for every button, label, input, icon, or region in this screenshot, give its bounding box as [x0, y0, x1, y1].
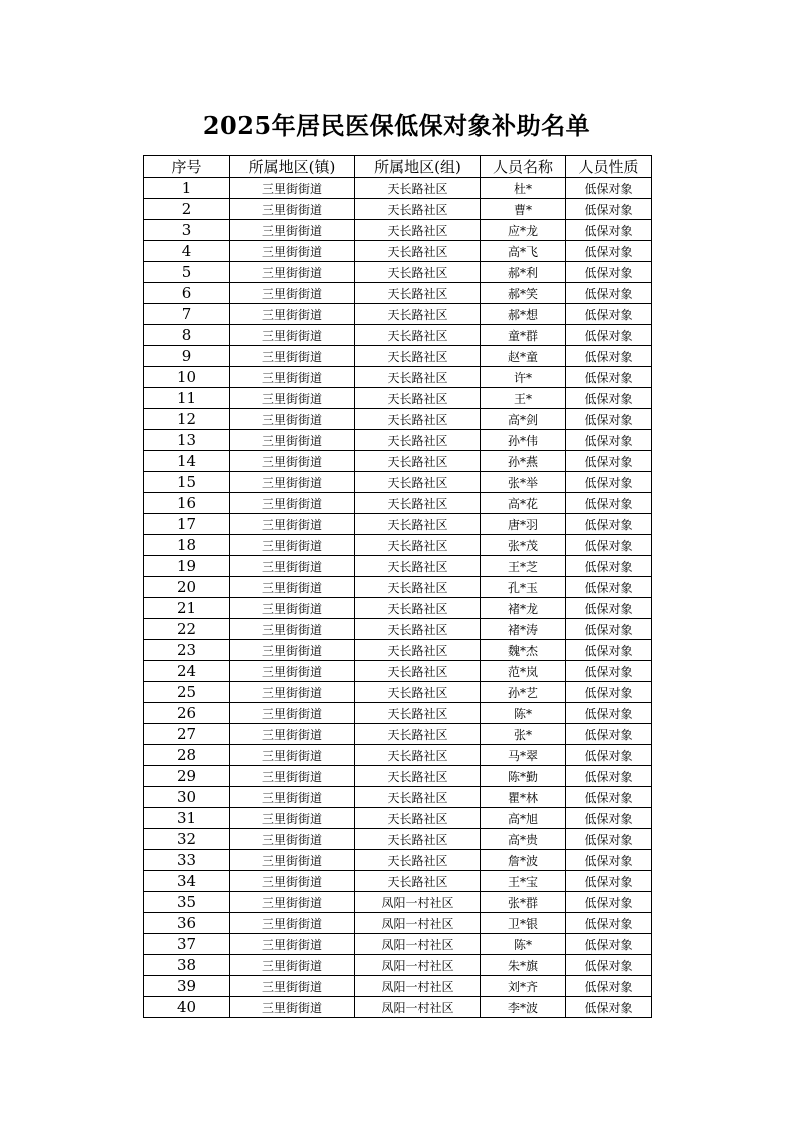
serial-number-cell: 24 [144, 661, 230, 682]
category-cell: 低保对象 [566, 724, 652, 745]
person-name-cell: 刘*齐 [481, 976, 566, 997]
town-cell: 三里街街道 [230, 850, 355, 871]
category-cell: 低保对象 [566, 871, 652, 892]
town-cell: 三里街街道 [230, 661, 355, 682]
category-cell: 低保对象 [566, 556, 652, 577]
town-cell: 三里街街道 [230, 451, 355, 472]
table-row [144, 367, 652, 388]
group-cell: 天长路社区 [355, 325, 481, 346]
person-name-cell: 褚*涛 [481, 619, 566, 640]
group-cell: 天长路社区 [355, 388, 481, 409]
group-cell: 天长路社区 [355, 556, 481, 577]
group-cell: 凤阳一村社区 [355, 934, 481, 955]
town-cell: 三里街街道 [230, 871, 355, 892]
town-cell: 三里街街道 [230, 955, 355, 976]
serial-number-cell: 20 [144, 577, 230, 598]
person-name-cell: 高*旭 [481, 808, 566, 829]
category-cell: 低保对象 [566, 913, 652, 934]
group-cell: 凤阳一村社区 [355, 892, 481, 913]
serial-number-cell: 40 [144, 997, 230, 1018]
category-cell: 低保对象 [566, 808, 652, 829]
serial-number-cell: 29 [144, 766, 230, 787]
table-row [144, 514, 652, 535]
person-name-cell: 张* [481, 724, 566, 745]
person-name-cell: 马*翠 [481, 745, 566, 766]
group-cell: 天长路社区 [355, 850, 481, 871]
person-name-cell: 高*剑 [481, 409, 566, 430]
person-name-cell: 唐*羽 [481, 514, 566, 535]
category-cell: 低保对象 [566, 787, 652, 808]
category-cell: 低保对象 [566, 682, 652, 703]
table-row [144, 430, 652, 451]
person-name-cell: 高*花 [481, 493, 566, 514]
category-cell: 低保对象 [566, 955, 652, 976]
person-name-cell: 曹* [481, 199, 566, 220]
group-cell: 天长路社区 [355, 808, 481, 829]
table-row [144, 262, 652, 283]
person-name-cell: 陈*勤 [481, 766, 566, 787]
town-cell: 三里街街道 [230, 934, 355, 955]
town-cell: 三里街街道 [230, 703, 355, 724]
group-cell: 天长路社区 [355, 682, 481, 703]
group-cell: 天长路社区 [355, 367, 481, 388]
town-cell: 三里街街道 [230, 367, 355, 388]
category-cell: 低保对象 [566, 304, 652, 325]
serial-number-cell: 38 [144, 955, 230, 976]
person-name-cell: 魏*杰 [481, 640, 566, 661]
town-cell: 三里街街道 [230, 241, 355, 262]
table-row [144, 976, 652, 997]
group-cell: 天长路社区 [355, 220, 481, 241]
person-name-cell: 许* [481, 367, 566, 388]
table-row [144, 724, 652, 745]
person-name-cell: 高*飞 [481, 241, 566, 262]
serial-number-cell: 31 [144, 808, 230, 829]
table-row [144, 535, 652, 556]
serial-number-cell: 23 [144, 640, 230, 661]
town-cell: 三里街街道 [230, 472, 355, 493]
town-cell: 三里街街道 [230, 388, 355, 409]
person-name-cell: 王*宝 [481, 871, 566, 892]
table-row [144, 283, 652, 304]
person-name-cell: 张*群 [481, 892, 566, 913]
group-cell: 天长路社区 [355, 766, 481, 787]
person-name-cell: 张*茂 [481, 535, 566, 556]
person-name-cell: 孙*艺 [481, 682, 566, 703]
table-row [144, 556, 652, 577]
category-cell: 低保对象 [566, 976, 652, 997]
group-cell: 天长路社区 [355, 829, 481, 850]
category-cell: 低保对象 [566, 829, 652, 850]
category-cell: 低保对象 [566, 241, 652, 262]
group-cell: 天长路社区 [355, 871, 481, 892]
town-cell: 三里街街道 [230, 346, 355, 367]
group-cell: 天长路社区 [355, 619, 481, 640]
person-name-cell: 杜* [481, 178, 566, 199]
header-group-region: 所属地区(组) [355, 156, 481, 178]
town-cell: 三里街街道 [230, 829, 355, 850]
serial-number-cell: 9 [144, 346, 230, 367]
group-cell: 天长路社区 [355, 472, 481, 493]
table-row [144, 787, 652, 808]
serial-number-cell: 18 [144, 535, 230, 556]
town-cell: 三里街街道 [230, 514, 355, 535]
person-name-cell: 郝*想 [481, 304, 566, 325]
category-cell: 低保对象 [566, 493, 652, 514]
serial-number-cell: 16 [144, 493, 230, 514]
person-name-cell: 赵*童 [481, 346, 566, 367]
group-cell: 天长路社区 [355, 787, 481, 808]
category-cell: 低保对象 [566, 997, 652, 1018]
group-cell: 凤阳一村社区 [355, 997, 481, 1018]
town-cell: 三里街街道 [230, 556, 355, 577]
serial-number-cell: 25 [144, 682, 230, 703]
category-cell: 低保对象 [566, 199, 652, 220]
category-cell: 低保对象 [566, 640, 652, 661]
serial-number-cell: 11 [144, 388, 230, 409]
person-name-cell: 孙*伟 [481, 430, 566, 451]
town-cell: 三里街街道 [230, 808, 355, 829]
person-name-cell: 高*贵 [481, 829, 566, 850]
category-cell: 低保对象 [566, 472, 652, 493]
table-row [144, 472, 652, 493]
table-row [144, 850, 652, 871]
group-cell: 天长路社区 [355, 703, 481, 724]
category-cell: 低保对象 [566, 388, 652, 409]
group-cell: 天长路社区 [355, 241, 481, 262]
group-cell: 天长路社区 [355, 283, 481, 304]
group-cell: 天长路社区 [355, 535, 481, 556]
group-cell: 天长路社区 [355, 304, 481, 325]
category-cell: 低保对象 [566, 178, 652, 199]
category-cell: 低保对象 [566, 598, 652, 619]
category-cell: 低保对象 [566, 325, 652, 346]
group-cell: 天长路社区 [355, 430, 481, 451]
person-name-cell: 孙*燕 [481, 451, 566, 472]
serial-number-cell: 17 [144, 514, 230, 535]
group-cell: 天长路社区 [355, 724, 481, 745]
serial-number-cell: 37 [144, 934, 230, 955]
town-cell: 三里街街道 [230, 976, 355, 997]
serial-number-cell: 4 [144, 241, 230, 262]
serial-number-cell: 27 [144, 724, 230, 745]
town-cell: 三里街街道 [230, 493, 355, 514]
table-row [144, 598, 652, 619]
group-cell: 凤阳一村社区 [355, 913, 481, 934]
page-title: 2025年居民医保低保对象补助名单 [202, 111, 591, 140]
person-name-cell: 孔*玉 [481, 577, 566, 598]
category-cell: 低保对象 [566, 745, 652, 766]
serial-number-cell: 8 [144, 325, 230, 346]
group-cell: 天长路社区 [355, 661, 481, 682]
town-cell: 三里街街道 [230, 577, 355, 598]
town-cell: 三里街街道 [230, 619, 355, 640]
table-body [144, 178, 652, 1018]
person-name-cell: 褚*龙 [481, 598, 566, 619]
serial-number-cell: 3 [144, 220, 230, 241]
table-row [144, 955, 652, 976]
person-name-cell: 詹*波 [481, 850, 566, 871]
group-cell: 凤阳一村社区 [355, 976, 481, 997]
category-cell: 低保对象 [566, 703, 652, 724]
person-name-cell: 童*群 [481, 325, 566, 346]
town-cell: 三里街街道 [230, 535, 355, 556]
table-row [144, 829, 652, 850]
table-row [144, 892, 652, 913]
serial-number-cell: 36 [144, 913, 230, 934]
table-row [144, 451, 652, 472]
subsidy-roster-table [143, 155, 652, 1018]
serial-number-cell: 34 [144, 871, 230, 892]
category-cell: 低保对象 [566, 619, 652, 640]
town-cell: 三里街街道 [230, 640, 355, 661]
town-cell: 三里街街道 [230, 325, 355, 346]
serial-number-cell: 19 [144, 556, 230, 577]
table-row [144, 409, 652, 430]
person-name-cell: 卫*银 [481, 913, 566, 934]
serial-number-cell: 5 [144, 262, 230, 283]
table-row [144, 619, 652, 640]
serial-number-cell: 21 [144, 598, 230, 619]
serial-number-cell: 35 [144, 892, 230, 913]
person-name-cell: 郝*笑 [481, 283, 566, 304]
serial-number-cell: 32 [144, 829, 230, 850]
category-cell: 低保对象 [566, 283, 652, 304]
serial-number-cell: 26 [144, 703, 230, 724]
category-cell: 低保对象 [566, 409, 652, 430]
header-person-name: 人员名称 [481, 156, 566, 178]
category-cell: 低保对象 [566, 535, 652, 556]
group-cell: 天长路社区 [355, 598, 481, 619]
group-cell: 天长路社区 [355, 514, 481, 535]
table-row [144, 745, 652, 766]
table-row [144, 766, 652, 787]
group-cell: 天长路社区 [355, 493, 481, 514]
serial-number-cell: 2 [144, 199, 230, 220]
serial-number-cell: 33 [144, 850, 230, 871]
serial-number-cell: 1 [144, 178, 230, 199]
person-name-cell: 张*举 [481, 472, 566, 493]
table-row [144, 913, 652, 934]
header-serial-number: 序号 [144, 156, 230, 178]
table-row [144, 871, 652, 892]
person-name-cell: 陈* [481, 934, 566, 955]
town-cell: 三里街街道 [230, 598, 355, 619]
serial-number-cell: 15 [144, 472, 230, 493]
category-cell: 低保对象 [566, 451, 652, 472]
category-cell: 低保对象 [566, 430, 652, 451]
person-name-cell: 应*龙 [481, 220, 566, 241]
category-cell: 低保对象 [566, 346, 652, 367]
table-row [144, 493, 652, 514]
table-row [144, 997, 652, 1018]
table-row [144, 346, 652, 367]
group-cell: 天长路社区 [355, 451, 481, 472]
person-name-cell: 陈* [481, 703, 566, 724]
person-name-cell: 郝*利 [481, 262, 566, 283]
table-row [144, 220, 652, 241]
town-cell: 三里街街道 [230, 724, 355, 745]
town-cell: 三里街街道 [230, 892, 355, 913]
person-name-cell: 李*波 [481, 997, 566, 1018]
category-cell: 低保对象 [566, 766, 652, 787]
table-row [144, 703, 652, 724]
group-cell: 天长路社区 [355, 346, 481, 367]
serial-number-cell: 7 [144, 304, 230, 325]
group-cell: 天长路社区 [355, 577, 481, 598]
category-cell: 低保对象 [566, 367, 652, 388]
serial-number-cell: 6 [144, 283, 230, 304]
table-header-row [144, 156, 652, 178]
person-name-cell: 王* [481, 388, 566, 409]
person-name-cell: 王*芝 [481, 556, 566, 577]
town-cell: 三里街街道 [230, 199, 355, 220]
town-cell: 三里街街道 [230, 787, 355, 808]
table-row [144, 640, 652, 661]
group-cell: 天长路社区 [355, 640, 481, 661]
table-row [144, 199, 652, 220]
category-cell: 低保对象 [566, 514, 652, 535]
town-cell: 三里街街道 [230, 262, 355, 283]
table-row [144, 682, 652, 703]
category-cell: 低保对象 [566, 850, 652, 871]
town-cell: 三里街街道 [230, 430, 355, 451]
person-name-cell: 朱*旗 [481, 955, 566, 976]
table-row [144, 178, 652, 199]
group-cell: 凤阳一村社区 [355, 955, 481, 976]
group-cell: 天长路社区 [355, 262, 481, 283]
header-person-category: 人员性质 [566, 156, 652, 178]
serial-number-cell: 12 [144, 409, 230, 430]
table-row [144, 808, 652, 829]
town-cell: 三里街街道 [230, 766, 355, 787]
town-cell: 三里街街道 [230, 304, 355, 325]
group-cell: 天长路社区 [355, 199, 481, 220]
town-cell: 三里街街道 [230, 745, 355, 766]
header-town-region: 所属地区(镇) [230, 156, 355, 178]
category-cell: 低保对象 [566, 934, 652, 955]
serial-number-cell: 22 [144, 619, 230, 640]
town-cell: 三里街街道 [230, 913, 355, 934]
category-cell: 低保对象 [566, 577, 652, 598]
serial-number-cell: 14 [144, 451, 230, 472]
serial-number-cell: 28 [144, 745, 230, 766]
table-row [144, 388, 652, 409]
category-cell: 低保对象 [566, 892, 652, 913]
town-cell: 三里街街道 [230, 178, 355, 199]
category-cell: 低保对象 [566, 661, 652, 682]
table-row [144, 304, 652, 325]
town-cell: 三里街街道 [230, 283, 355, 304]
table-row [144, 241, 652, 262]
group-cell: 天长路社区 [355, 178, 481, 199]
person-name-cell: 瞿*林 [481, 787, 566, 808]
table-row [144, 577, 652, 598]
town-cell: 三里街街道 [230, 220, 355, 241]
town-cell: 三里街街道 [230, 409, 355, 430]
group-cell: 天长路社区 [355, 409, 481, 430]
serial-number-cell: 39 [144, 976, 230, 997]
table-row [144, 661, 652, 682]
town-cell: 三里街街道 [230, 682, 355, 703]
serial-number-cell: 10 [144, 367, 230, 388]
group-cell: 天长路社区 [355, 745, 481, 766]
category-cell: 低保对象 [566, 220, 652, 241]
serial-number-cell: 13 [144, 430, 230, 451]
table-row [144, 325, 652, 346]
table-row [144, 934, 652, 955]
category-cell: 低保对象 [566, 262, 652, 283]
town-cell: 三里街街道 [230, 997, 355, 1018]
serial-number-cell: 30 [144, 787, 230, 808]
person-name-cell: 范*岚 [481, 661, 566, 682]
